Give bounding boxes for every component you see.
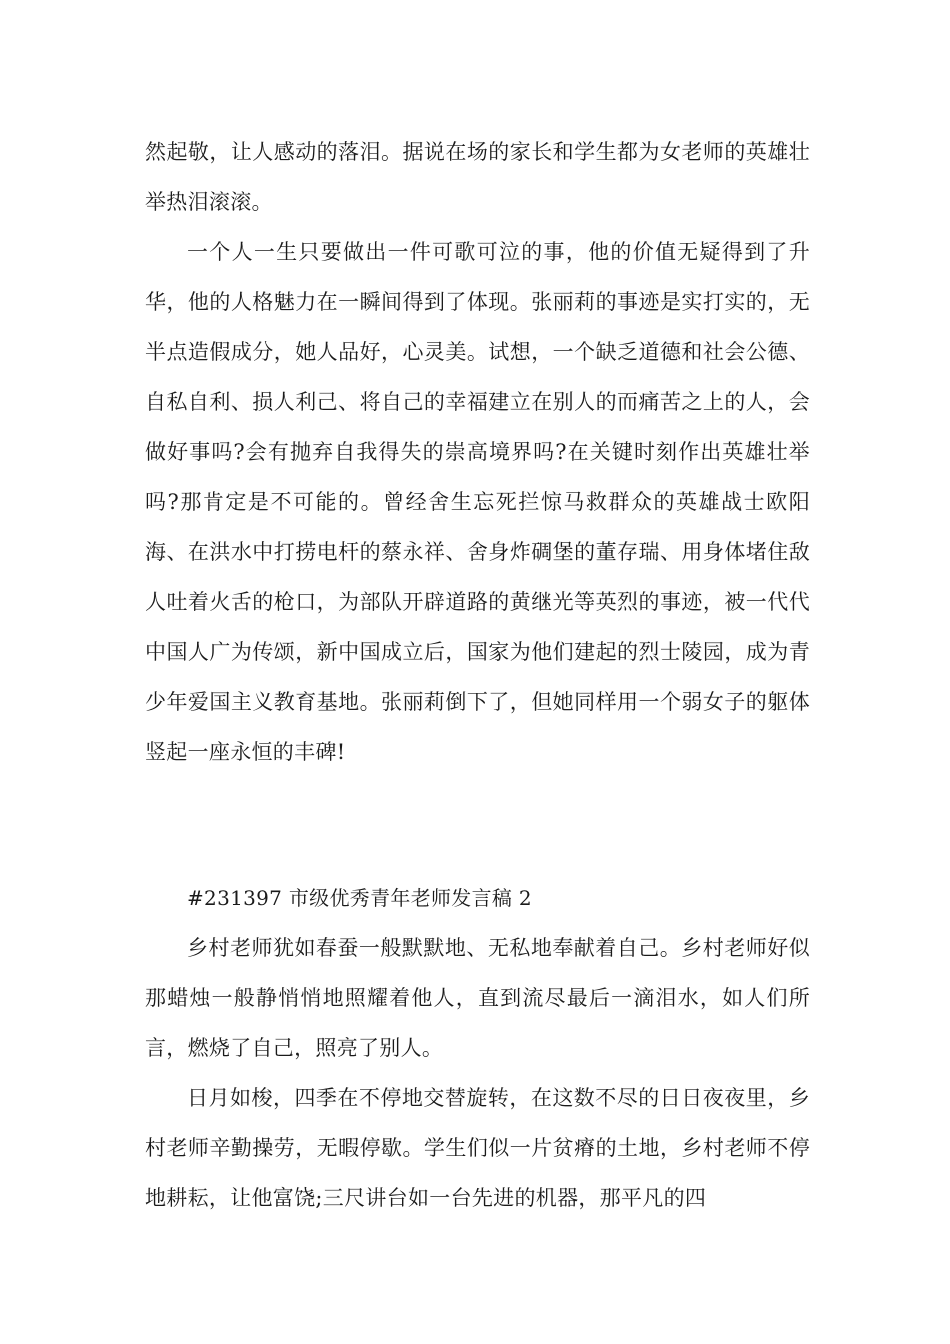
paragraph-continuation: 然起敬，让人感动的落泪。据说在场的家长和学生都为女老师的英雄壮举热泪滚滚。: [145, 140, 810, 214]
paragraph-body: 日月如梭，四季在不停地交替旋转，在这数不尽的日日夜夜里，乡村老师辛勤操劳，无暇停歇。学生们似一片贫瘠的土地，乡村老师不停地耕耘，让他富饶;三尺讲台如一台先进的机器，那平凡的四: [145, 1086, 810, 1210]
paragraph-body: 乡村老师犹如春蚕一般默默地、无私地奉献着自己。乡村老师好似那蜡烛一般静悄悄地照耀着他人，直到流尽最后一滴泪水，如人们所言，燃烧了自己，照亮了别人。: [145, 936, 810, 1060]
paragraph-body: 一个人一生只要做出一件可歌可泣的事，他的价值无疑得到了升华，他的人格魅力在一瞬间得到了体现。张丽莉的事迹是实打实的，无半点造假成分，她人品好，心灵美。试想，一个缺乏道德和社会公德、自私自利、损人利己、将自己的幸福建立在别人的而痛苦之上的人，会做好事吗?会有抛弃自我得失的崇高境界吗?在关键时刻作出英雄壮举吗?那肯定是不可能的。曾经舍生忘死拦惊马救群众的英雄战士欧阳海、在洪水中打捞电杆的蔡永祥、舍身炸碉堡的董存瑞、用身体堵住敌人吐着火舌的枪口，为部队开辟道路的黄继光等英烈的事迹，被一代代中国人广为传颂，新中国成立后，国家为他们建起的烈士陵园，成为青少年爱国主义教育基地。张丽莉倒下了，但她同样用一个弱女子的躯体竖起一座永恒的丰碑!: [145, 240, 810, 764]
text-block-bottom: [145, 873, 810, 1223]
text-block-top: [145, 127, 810, 777]
section-heading: #231397 市级优秀青年老师发言稿 2: [187, 886, 532, 910]
